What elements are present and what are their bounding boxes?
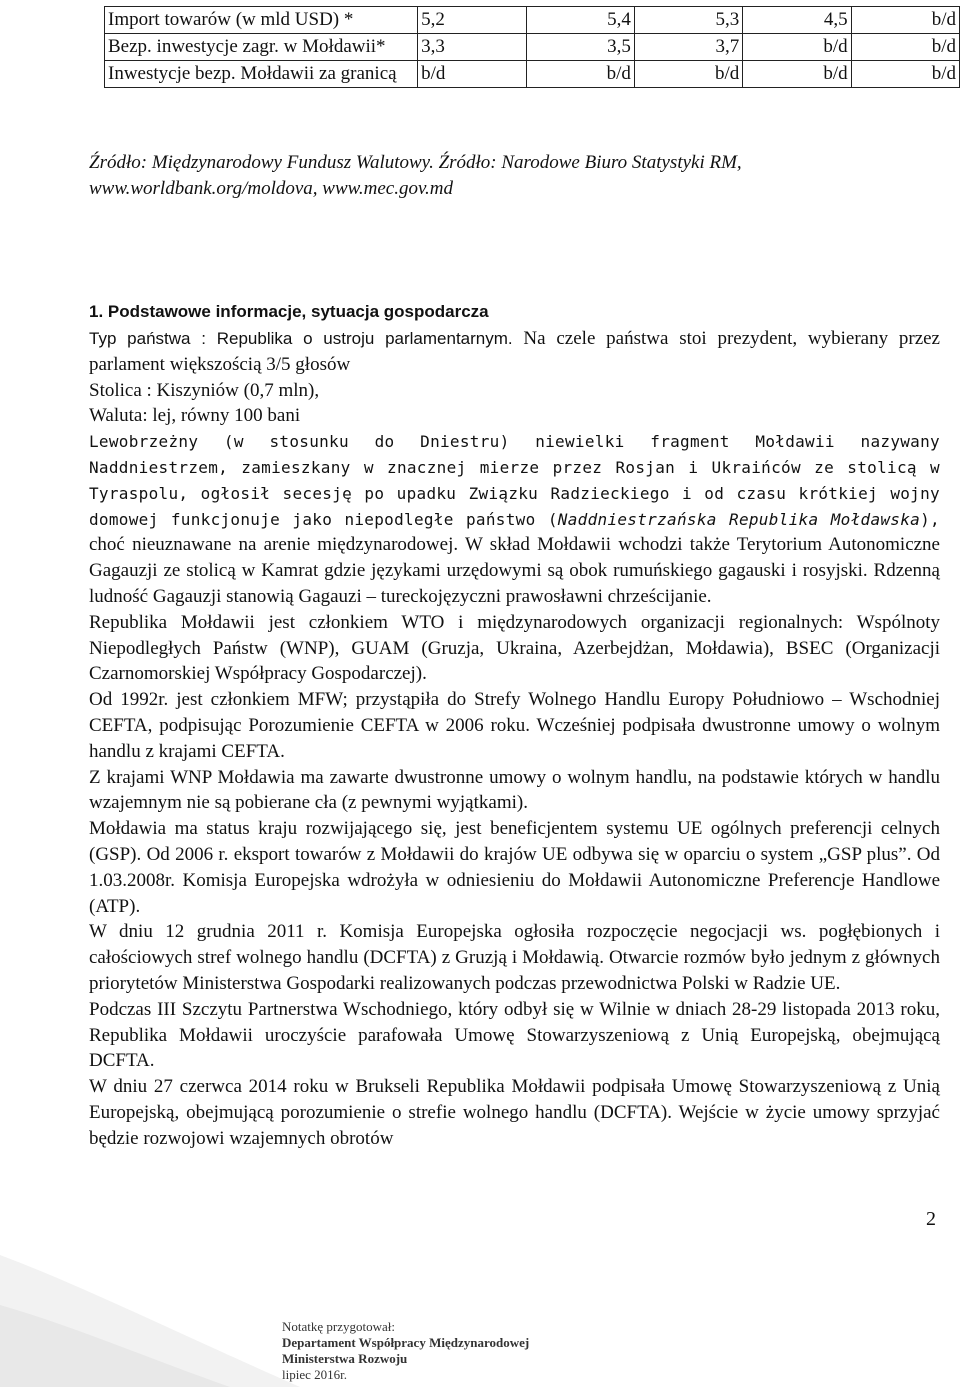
- footer: [282, 1319, 602, 1383]
- row-label: Inwestycje bezp. Mołdawii za granicą: [105, 61, 418, 88]
- table-cell: 3,3: [418, 34, 526, 61]
- table-cell: b/d: [634, 61, 742, 88]
- paragraph-brussels-signing: W dniu 27 czerwca 2014 roku w Brukseli Republika Mołdawii podpisała Umowę Stowarzyszeniową z Unią Europejską, obejmującą porozumienie o strefie wolnego handlu (DCFTA). Wejście w życie umowy sprzyjać będzie rozwojowi wzajemnych obrotów: [89, 1076, 940, 1149]
- table-cell: b/d: [851, 7, 959, 34]
- table-cell: b/d: [743, 61, 851, 88]
- transnistria-text: Lewobrzeżny (w stosunku do Dniestru) niewielki fragment Mołdawii nazywany Naddniestrzem, zamieszkany w znacznej mierze przez Rosjan i Ukraińców ze stolicą w Tyraspolu, ogłosił secesję po upadku Związku Radzieckiego i od czasu krótkiej wojny domowej funkcjonuje jako niepodległe państwo (: [89, 432, 940, 529]
- table-row: [105, 7, 960, 34]
- paragraph-state-type: [89, 326, 940, 378]
- paragraph-currency: Waluta: lej, równy 100 bani: [89, 405, 301, 427]
- table-cell: 3,5: [526, 34, 634, 61]
- footer-ministry: Ministerstwa Rozwoju: [282, 1351, 408, 1366]
- footer-department: Departament Współpracy Międzynarodowej: [282, 1335, 530, 1350]
- source-note: Źródło: Międzynarodowy Fundusz Walutowy. Źródło: Narodowe Biuro Statystyki RM, www.worldbank.org/moldova, www.mec.gov.md: [89, 152, 742, 199]
- transnistria-italic-name: Naddniestrzańska Republika Mołdawska: [557, 509, 921, 529]
- paragraph-transnistria: [89, 429, 940, 610]
- table-cell: b/d: [526, 61, 634, 88]
- row-label: Bezp. inwestycje zagr. w Mołdawii*: [105, 34, 418, 61]
- paragraph-organizations: Republika Mołdawii jest członkiem WTO i międzynarodowych organizacji regionalnych: Wspólnoty Niepodległych Państw (WNP), GUAM (Gruzja, Ukraina, Azerbejdżan, Mołdawia), BSEC (Organizacji Czarnomorskiej Współpracy Gospodarczej).: [89, 611, 940, 685]
- table-row: [105, 61, 960, 88]
- body-text: [89, 326, 940, 1152]
- table-cell: 5,4: [526, 7, 634, 34]
- table-cell: 3,7: [634, 34, 742, 61]
- paragraph-cis-agreements: Z krajami WNP Mołdawia ma zawarte dwustronne umowy o wolnym handlu, na podstawie których w handlu wzajemnym nie są pobierane cła (z pewnymi wyjątkami).: [89, 766, 940, 814]
- table-cell: b/d: [851, 61, 959, 88]
- paragraph-dcfta-negotiations: W dniu 12 grudnia 2011 r. Komisja Europejska ogłosiła rozpoczęcie negocjacji ws. pogłębionych i całościowych stref wolnego handlu (DCFTA) z Gruzją i Mołdawią. Otwarcie rozmów było jednym z głównych priorytetów Ministerstwa Gospodarki realizowanych podczas przewodnictwa Polski w Radzie UE.: [89, 921, 940, 994]
- table-cell: 5,3: [634, 7, 742, 34]
- table-cell: b/d: [851, 34, 959, 61]
- paragraph-imf-cefta: Od 1992r. jest członkiem MFW; przystąpiła do Strefy Wolnego Handlu Europy Południowo – Wschodniej CEFTA, podpisując Porozumienie CEFTA w 2006 roku. Wcześniej podpisała dwustronne umowy o wolnym handlu z krajami CEFTA.: [89, 689, 940, 762]
- transnistria-close: ),: [920, 509, 940, 529]
- paragraph-capital: Stolica : Kiszyniów (0,7 mln),: [89, 379, 320, 401]
- page-number: 2: [926, 1208, 936, 1230]
- footer-date: lipiec 2016r.: [282, 1367, 347, 1382]
- gagauzia-text: choć nieuznawane na arenie międzynarodowej. W skład Mołdawii wchodzi także Terytorium Autonomiczne Gagauzji ze stolicą w Kamrat gdzie językami urzędowymi są obok rumuńskiego gagauski i rosyjski. Rdzenną ludność Gagauzji stanowią Gagauzi – tureckojęzyczni prawosławni chrześcijanie.: [89, 534, 940, 607]
- row-label: Import towarów (w mld USD) *: [105, 7, 418, 34]
- paragraph-gsp: Mołdawia ma status kraju rozwijającego się, jest beneficjentem systemu UE ogólnych preferencji celnych (GSP). Od 2006 r. eksport towarów z Mołdawii do krajów UE odbywa się w oparciu o system „GSP plus”. Od 1.03.2008r. Komisja Europejska wdrożyła w odniesieniu do Mołdawii Autonomiczne Preferencje Handlowe (ATP).: [89, 818, 940, 917]
- section-heading: 1. Podstawowe informacje, sytuacja gospodarcza: [89, 302, 489, 321]
- table-row: [105, 34, 960, 61]
- state-type-rest: Na czele państwa stoi prezydent, wybierany przez parlament większością 3/5 głosów: [89, 328, 940, 375]
- economic-data-table: [104, 6, 960, 88]
- decorative-swoosh-graphic: [0, 1215, 300, 1387]
- table-cell: 5,2: [418, 7, 526, 34]
- state-type-lead: Typ państwa : Republika o ustroju parlamentarnym.: [89, 329, 513, 348]
- table-cell: b/d: [418, 61, 526, 88]
- footer-prepared-by: Notatkę przygotował:: [282, 1319, 395, 1334]
- table-cell: b/d: [743, 34, 851, 61]
- paragraph-vilnius-summit: Podczas III Szczytu Partnerstwa Wschodniego, który odbył się w Wilnie w dniach 28-29 listopada 2013 roku, Republika Mołdawii uroczyście parafowała Umowę Stowarzyszeniową z Unią Europejską, obejmującą DCFTA.: [89, 998, 940, 1072]
- table-cell: 4,5: [743, 7, 851, 34]
